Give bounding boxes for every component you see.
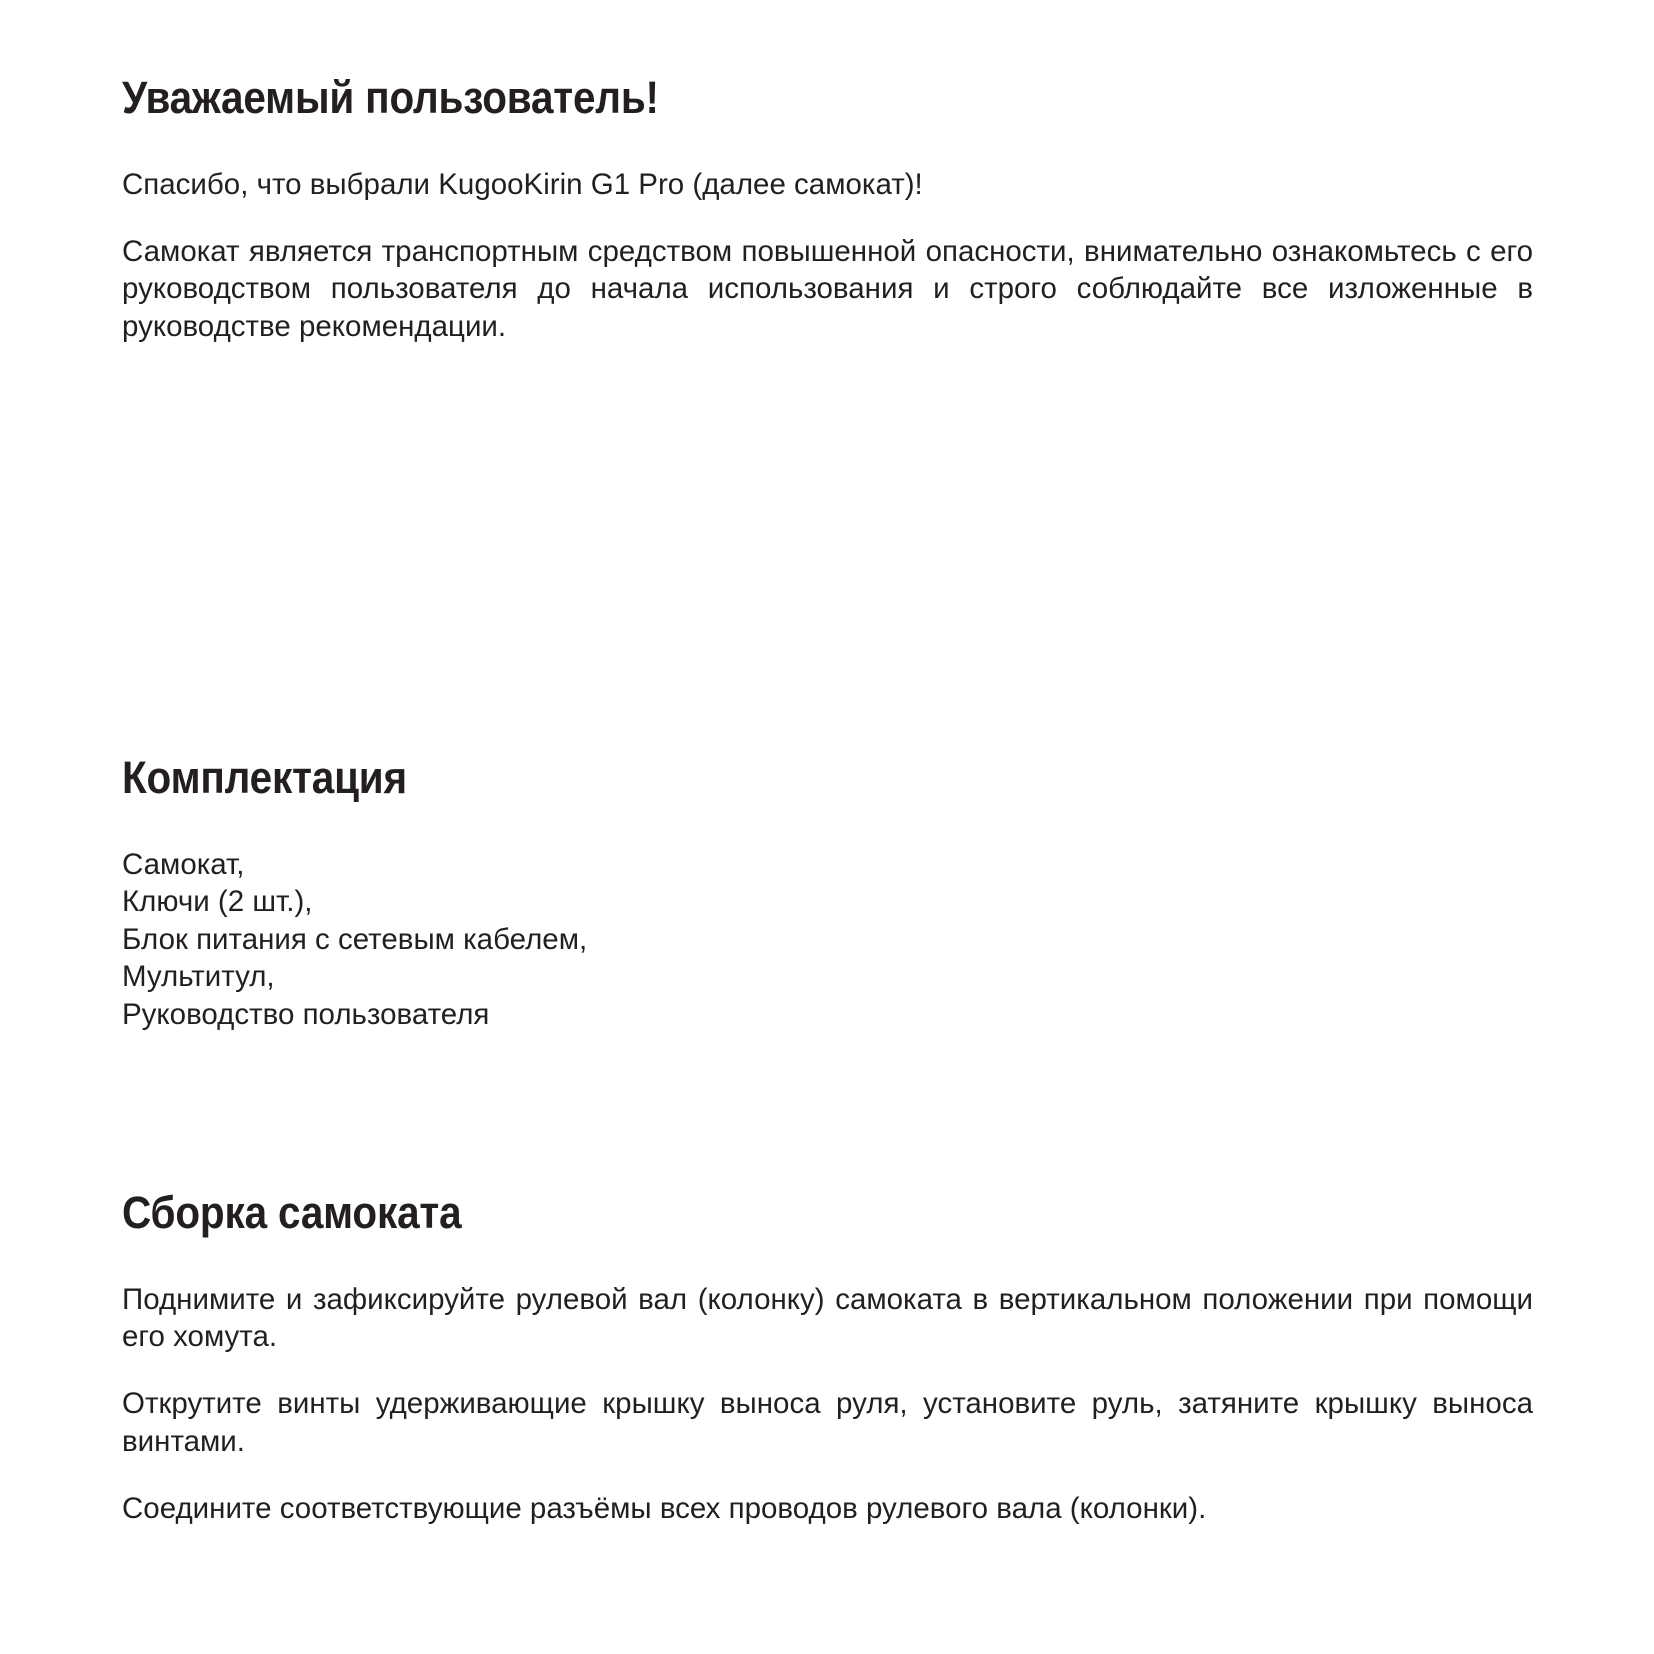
package-list-item: Самокат,	[122, 848, 245, 881]
assembly-paragraph-1: Поднимите и зафиксируйте рулевой вал (колонку) самоката в вертикальном положении при помощи его хомута.	[122, 1283, 1533, 1354]
package-contents-list	[122, 846, 1533, 1033]
package-list-item: Блок питания с сетевым кабелем,	[122, 922, 588, 956]
heading-package-contents: Комплектация	[122, 752, 407, 803]
section-package-contents	[122, 752, 1533, 1033]
greeting-paragraph-1: Спасибо, что выбрали KugooKirin G1 Pro (далее самокат)!	[122, 168, 923, 201]
heading-greeting: Уважаемый пользователь!	[122, 72, 659, 123]
package-list-item: Руководство пользователя	[122, 997, 490, 1031]
package-list-item: Ключи (2 шт.),	[122, 885, 313, 919]
section-greeting	[122, 72, 1533, 375]
heading-assembly: Сборка самоката	[122, 1187, 462, 1238]
assembly-paragraph-3: Соедините соответствующие разъёмы всех проводов рулевого вала (колонки).	[122, 1491, 1207, 1525]
greeting-body-text	[122, 166, 1533, 345]
greeting-paragraph-2: Самокат является транспортным средством повышенной опасности, внимательно ознакомьтесь с его руководством пользователя до начала использования и строго соблюдайте все изложенные в руководстве рекомендации.	[122, 234, 1533, 343]
assembly-body-text	[122, 1281, 1533, 1527]
package-list-item: Мультитул,	[122, 960, 275, 994]
assembly-paragraph-2: Открутите винты удерживающие крышку выноса руля, установите руль, затяните крышку выноса винтами.	[122, 1387, 1533, 1458]
section-assembly	[122, 1187, 1533, 1557]
